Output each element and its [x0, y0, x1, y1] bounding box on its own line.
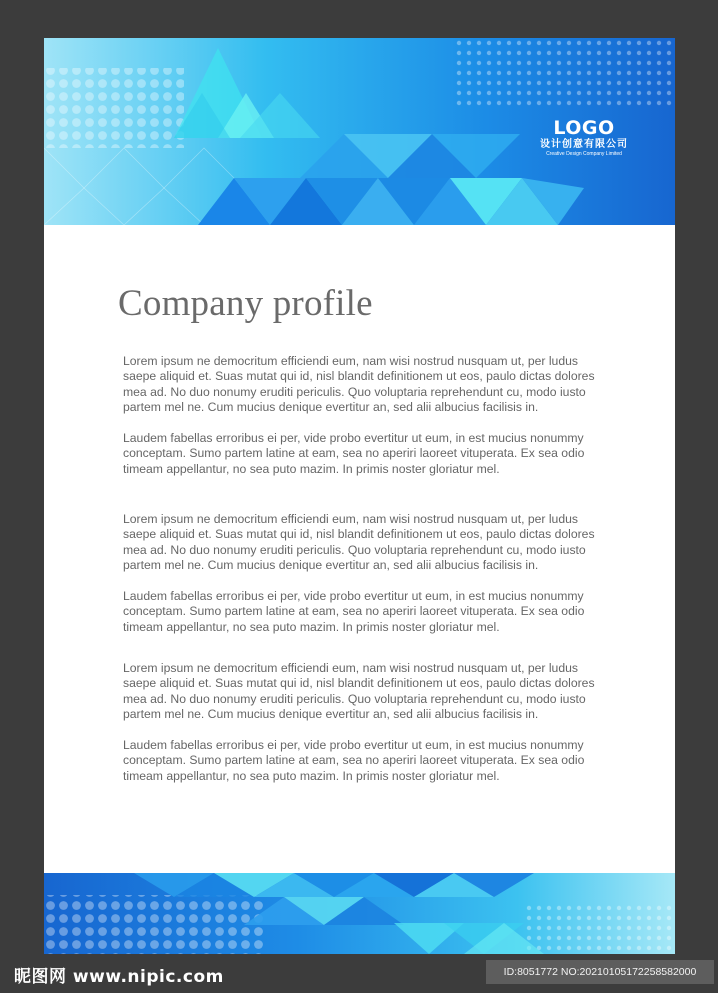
footer-banner: [44, 873, 675, 954]
text-section-3: [123, 661, 603, 800]
header-banner: [44, 38, 675, 225]
paragraph: Laudem fabellas erroribus ei per, vide probo evertitur ut eum, in est mucius nonummy conceptam. Sumo partem latine at eam, sea no aperiri laoreet vituperata. Ex sea odio timeam appellantur, no sea puto mazim. In primis noster gloriatur mel.: [123, 431, 585, 476]
page-title: Company profile: [118, 283, 373, 324]
letterhead-page: [44, 38, 675, 954]
paragraph: Lorem ipsum ne democritum efficiendi eum, nam wisi nostrud nusquam ut, per ludus saepe aliquid et. Suas mutat qui id, nisl blandit definitionem ut eos, paulo dictas dolores mea ad. No duo nonumy eruditi periculis. Quo voluptaria reprehendunt cu, modo iusto partem mel ne. Cum mucius denique evertitur an, sed alii albucius facilisis in.: [123, 661, 595, 721]
logo-company-name-en: Creative Design Company Limited: [546, 151, 622, 157]
paragraph: Laudem fabellas erroribus ei per, vide probo evertitur ut eum, in est mucius nonummy conceptam. Sumo partem latine at eam, sea no aperiri laoreet vituperata. Ex sea odio timeam appellantur, no sea puto mazim. In primis noster gloriatur mel.: [123, 738, 585, 783]
company-logo: [522, 118, 646, 158]
paragraph: Lorem ipsum ne democritum efficiendi eum, nam wisi nostrud nusquam ut, per ludus saepe aliquid et. Suas mutat qui id, nisl blandit definitionem ut eos, paulo dictas dolores mea ad. No duo nonumy eruditi periculis. Quo voluptaria reprehendunt cu, modo iusto partem mel ne. Cum mucius denique evertitur an, sed alii albucius facilisis in.: [123, 354, 595, 414]
image-id-watermark: ID:8051772 NO:20210105172258582000: [486, 960, 714, 984]
paragraph: Laudem fabellas erroribus ei per, vide probo evertitur ut eum, in est mucius nonummy conceptam. Sumo partem latine at eam, sea no aperiri laoreet vituperata. Ex sea odio timeam appellantur, no sea puto mazim. In primis noster gloriatur mel.: [123, 589, 585, 634]
text-section-2: [123, 512, 603, 651]
logo-mark: LOGO: [553, 117, 615, 139]
logo-company-name-cn: 设计创意有限公司: [540, 139, 628, 150]
site-watermark: 昵图网 www.nipic.com: [14, 967, 224, 987]
text-section-1: [123, 354, 603, 493]
paragraph: Lorem ipsum ne democritum efficiendi eum, nam wisi nostrud nusquam ut, per ludus saepe aliquid et. Suas mutat qui id, nisl blandit definitionem ut eos, paulo dictas dolores mea ad. No duo nonumy eruditi periculis. Quo voluptaria reprehendunt cu, modo iusto partem mel ne. Cum mucius denique evertitur an, sed alii albucius facilisis in.: [123, 512, 595, 572]
